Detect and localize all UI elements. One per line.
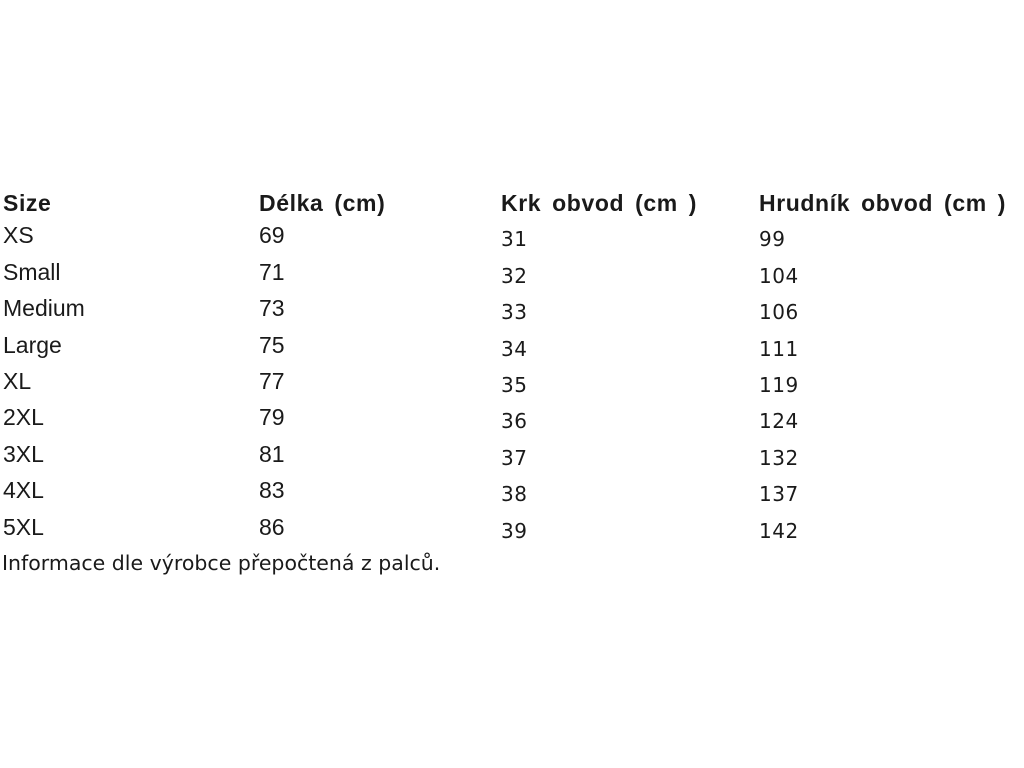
- table-row: [0, 331, 1024, 367]
- length-cell: 86: [259, 513, 285, 540]
- table-header-row: [0, 185, 1024, 221]
- chest-cell: 106: [759, 300, 799, 325]
- chest-cell: 111: [759, 336, 799, 361]
- size-cell: Small: [3, 258, 61, 285]
- table-row: [0, 258, 1024, 294]
- chest-cell: 124: [759, 409, 799, 434]
- size-cell: XL: [3, 367, 32, 394]
- size-cell: Medium: [3, 295, 85, 322]
- length-cell: 81: [259, 440, 285, 467]
- neck-cell: 31: [501, 227, 528, 252]
- chest-cell: 104: [759, 263, 799, 288]
- column-header-neck: Krk obvod (cm ): [501, 190, 698, 216]
- neck-cell: 34: [501, 336, 528, 361]
- length-cell: 79: [259, 404, 285, 431]
- table-row: [0, 221, 1024, 257]
- size-cell: 2XL: [3, 404, 44, 431]
- length-cell: 71: [259, 258, 285, 285]
- length-cell: 69: [259, 222, 285, 249]
- table-row: [0, 403, 1024, 439]
- size-cell: 3XL: [3, 440, 44, 467]
- size-cell: XS: [3, 222, 34, 249]
- manufacturer-note: Informace dle výrobce přepočtená z palců.: [2, 551, 441, 575]
- table-row: [0, 367, 1024, 403]
- chest-cell: 99: [759, 227, 786, 252]
- neck-cell: 37: [501, 445, 528, 470]
- chest-cell: 142: [759, 518, 799, 543]
- size-table: [0, 185, 1024, 549]
- neck-cell: 38: [501, 482, 528, 507]
- table-row: [0, 513, 1024, 549]
- table-row: [0, 440, 1024, 476]
- length-cell: 73: [259, 295, 285, 322]
- length-cell: 75: [259, 331, 285, 358]
- neck-cell: 32: [501, 263, 528, 288]
- neck-cell: 33: [501, 300, 528, 325]
- length-cell: 83: [259, 477, 285, 504]
- size-cell: Large: [3, 331, 62, 358]
- table-row: [0, 476, 1024, 512]
- chest-cell: 137: [759, 482, 799, 507]
- column-header-chest: Hrudník obvod (cm ): [759, 190, 1007, 216]
- table-row: [0, 294, 1024, 330]
- neck-cell: 36: [501, 409, 528, 434]
- chest-cell: 132: [759, 445, 799, 470]
- neck-cell: 39: [501, 518, 528, 543]
- size-cell: 4XL: [3, 477, 44, 504]
- column-header-length: Délka (cm): [259, 190, 386, 216]
- chest-cell: 119: [759, 372, 799, 397]
- column-header-size: Size: [3, 190, 52, 216]
- size-cell: 5XL: [3, 513, 44, 540]
- neck-cell: 35: [501, 372, 528, 397]
- length-cell: 77: [259, 367, 285, 394]
